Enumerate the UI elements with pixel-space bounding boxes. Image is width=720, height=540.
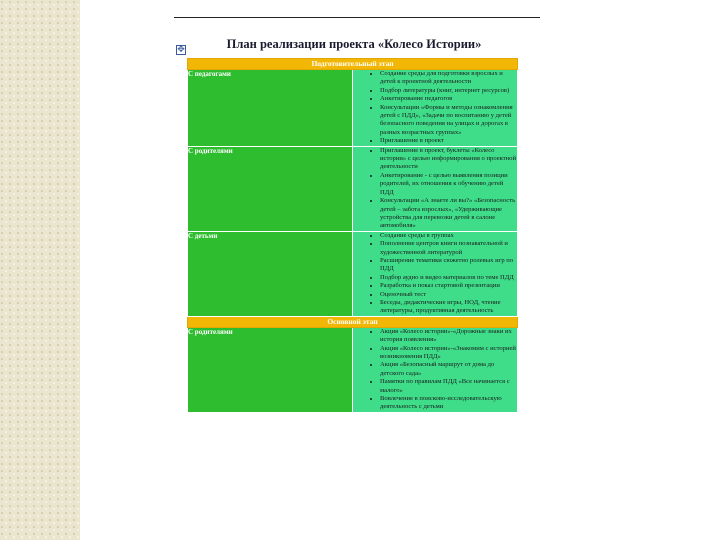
list-item: • Памятки по правилам ПДД «Все начинается с малого» [380,378,517,395]
list-item: • Подбор аудио и видео материалов по теме ПДД [380,274,517,282]
list-item: • Анкетирование - с целью выявления позиции родителей, их отношения к обучению детей ПДД [380,172,517,197]
stage-header: Основной этап [188,316,518,327]
list-item: • Акция «Колесо истории»-«Дорожные знаки их история появления» [380,328,517,345]
activities-list [353,232,517,316]
activities-list [353,147,517,231]
list-item: • Беседы, дидактические игры, НОД, чтение литературы, продуктивная деятельность [380,299,517,316]
target-group-cell: С педагогами [188,70,353,147]
list-item: • Создание среды в группах [380,232,517,240]
plan-table-body [188,59,518,413]
stage-header-row [188,59,518,70]
stage-header: Подготовительный этап [188,59,518,70]
stage-header-row [188,316,518,327]
decorative-left-strip [0,0,80,540]
table-row [188,231,518,316]
list-item: • Пополнение центров книги познавательной и художественной литературой [380,240,517,257]
project-plan-table [187,58,518,413]
table-row [188,327,518,412]
list-item: • Консультации «А знаете ли вы?» «Безопасность детей – забота взрослых», «Удерживающие устройства для перевозки детей в салоне автомобиля» [380,197,517,231]
target-group-cell: С детьми [188,231,353,316]
list-item: • Создание среды для подготовки взрослых и детей к проектной деятельности [380,70,517,87]
activities-cell [353,70,518,147]
header-divider [174,17,540,18]
table-row [188,70,518,147]
activities-cell [353,327,518,412]
move-cross-icon[interactable]: ✥ [177,44,185,55]
list-item: • Вовлечение в поисково-исследовательскую деятельность с детьми [380,395,517,412]
list-item: • Разработка и показ стартовой презентации [380,282,517,290]
list-item: • Оценочный тест [380,291,517,299]
list-item: • Приглашение в проект, буклеты «Колесо истории» с целью информирования о проектной деятельности [380,147,517,172]
table-row [188,146,518,231]
list-item: • Подбор литературы (книг, интернет ресурсов) [380,87,517,95]
list-item: • Анкетирование педагогов [380,95,517,103]
activities-list [353,70,517,146]
list-item: • Акция «Безопасный маршрут от дома до детского сада» [380,361,517,378]
target-group-cell: С родителями [188,146,353,231]
activities-list [353,328,517,412]
list-item: • Консультации «Формы и методы ознакомления детей с ПДД», «Задачи по воспитанию у детей безопасного поведения на улицах и дорогах в разных возрастных группах» [380,104,517,138]
page-title: План реализации проекта «Колесо Истории» [226,37,482,51]
target-group-cell: С родителями [188,327,353,412]
activities-cell [353,231,518,316]
activities-cell [353,146,518,231]
list-item: • Акция «Колесо истории»-«Знакомим с историей возникновения ПДД» [380,345,517,362]
list-item: • Приглашение в проект [380,137,517,145]
list-item: • Расширение тематики сюжетно ролевых игр по ПДД [380,257,517,274]
